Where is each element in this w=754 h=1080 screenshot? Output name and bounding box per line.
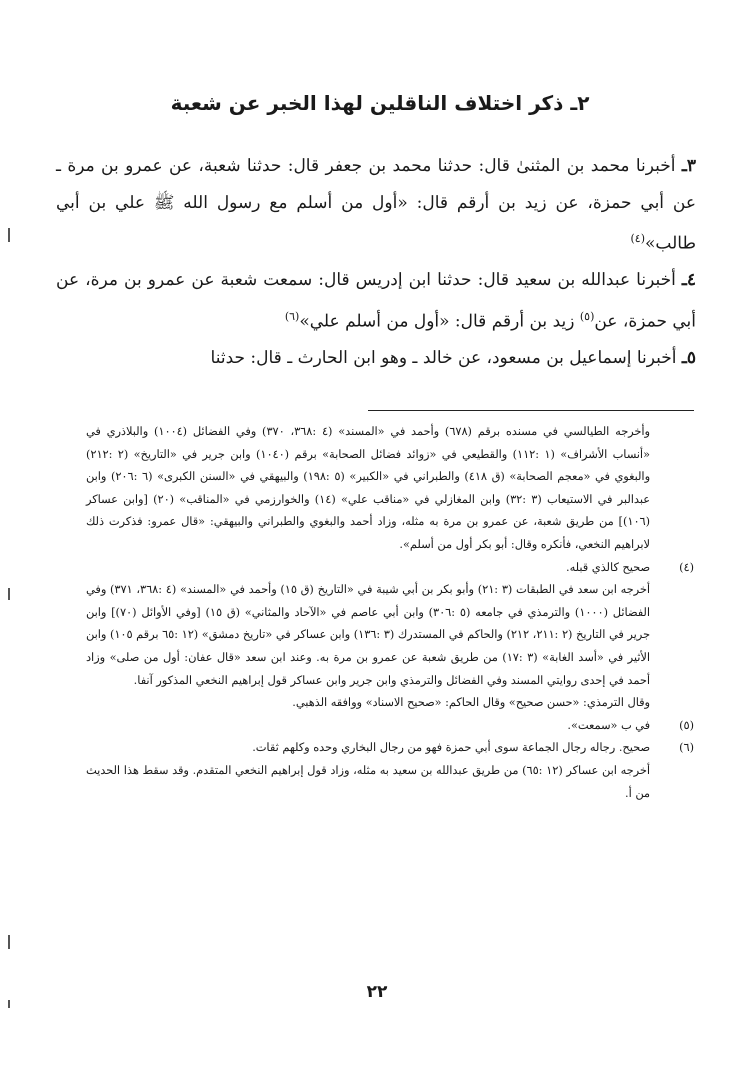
hadith-text: زيد بن أرقم قال: «أول من أسلم علي»	[299, 311, 580, 332]
footnote-4-head	[86, 557, 694, 580]
footnote-text: صحيح كالذي قبله.	[566, 560, 650, 574]
hadith-4	[56, 262, 696, 340]
footnote-6-body: أخرجه ابن عساكر (١٢ :٦٥) من طريق عبدالله بن سعيد به مثله، وزاد قول إبراهيم النخعي المتقدم. وقد سقط هذا الحديث من أ.	[86, 763, 651, 800]
footnote-5	[86, 715, 694, 738]
footnote-ref: (٤)	[630, 232, 646, 245]
footnote-6-head	[86, 737, 694, 760]
hadith-number: ٥ـ	[681, 347, 696, 368]
footnote-3-continuation: وأخرجه الطيالسي في مسنده برقم (٦٧٨) وأحمد في «المسند» (٤ :٣٦٨، ٣٧٠) وفي الفضائل (١٠٠٤) والبلاذري في «أنساب الأشراف» (١ :١١٢) والقطيعي في «زوائد فضائل الصحابة» برقم (١٠٤٠) وابن جرير في «التاريخ» (٢ :٢١٢) والبغوي في «معجم الصحابة» (ق ٤١٨) والطبراني في «الكبير» (٥ :١٩٨) والبيهقي في «السنن الكبرى» (٦ :٢٠٦) وابن عبدالبر في الاستيعاب (٣ :٣٢) وابن المغازلي في «مناقب علي» (١٤) والخوارزمي في «المناقب» (٢٠) [وابن عساكر (١٠٦)] من طريق شعبة، عن عمرو بن مرة به مثله، وزاد أحمد والبغوي والطبراني والبيهقي: «قال عمرو: فذكرت ذلك لابراهيم النخعي، فأنكره وقال: أبو بكر أول من أسلم».	[86, 425, 651, 551]
footnote-ref: (٥)	[579, 309, 595, 323]
hadith-text: أخبرنا عبدالله بن سعيد قال: حدثنا ابن إدريس قال: سمعت شعبة عن عمرو بن مرة، عن أبي حمزة، عن	[56, 270, 696, 332]
scan-margin-mark	[8, 588, 10, 600]
footnote-4-tail: وقال الترمذي: «حسن صحيح» وقال الحاكم: «صحيح الاسناد» ووافقه الذهبي.	[292, 696, 650, 710]
section-heading: ٢ـ ذكر اختلاف الناقلين لهذا الخبر عن شعبة	[170, 91, 590, 115]
footnotes	[86, 421, 694, 805]
hadith-text: أخبرنا إسماعيل بن مسعود، عن خالد ـ وهو ابن الحارث ـ قال: حدثنا	[210, 347, 682, 368]
main-text	[56, 148, 696, 376]
hadith-3	[56, 148, 696, 262]
footnote-text: في ب «سمعت».	[567, 718, 650, 732]
scan-margin-mark	[8, 935, 10, 949]
footnote-4-body: أخرجه ابن سعد في الطبقات (٣ :٢١) وأبو بكر بن أبي شيبة في «التاريخ (ق ١٥) وأحمد في «المسند» (٤ :٣٦٨، ٣٧١) وفي الفضائل (١٠٠٠) والترمذي في جامعه (٥ :٣٠٦) وابن أبي عاصم في «الآحاد والمثاني» (ق ١٥) [وفي الأوائل (٧٠)] وابن جرير في التاريخ (٢ :٢١١، ٢١٢) والحاكم في المستدرك (٣ :١٣٦) وابن عساكر في «تاريخ دمشق» (١٢ :٦٥ برقم ١٠٥) وابن الأثير في «أسد الغابة» (٣ :١٧) من طريق شعبة عن عمرو بن مرة به. وعند ابن سعد «قال عفان: أول من صلى» وزاد أحمد في إحدى روايتي المسند وفي الفضائل والترمذي وابن جرير وابن عساكر قول إبراهيم النخعي المذكور آنفا.	[86, 583, 651, 687]
hadith-number: ٤ـ	[681, 270, 696, 291]
scan-margin-mark	[8, 228, 10, 242]
footnote-ref: (٦)	[284, 309, 300, 323]
hadith-5	[56, 340, 696, 377]
footnote-number: (٤)	[679, 560, 694, 574]
page-number: ٢٢	[366, 982, 388, 1002]
scan-margin-mark	[8, 1000, 10, 1008]
hadith-text: أخبرنا محمد بن المثنىٰ قال: حدثنا محمد بن جعفر قال: حدثنا شعبة، عن عمرو بن مرة ـ عن أبي حمزة، عن زيد بن أرقم قال: «أول من أسلم مع رسول الله ﷺ علي بن أبي طالب»	[56, 156, 696, 254]
footnote-separator	[368, 410, 694, 411]
footnote-text: صحيح. رجاله رجال الجماعة سوى أبي حمزة فهو من رجال البخاري وحده وكلهم ثقات.	[252, 741, 650, 755]
footnote-number: (٦)	[679, 741, 694, 755]
hadith-number: ٣ـ	[681, 156, 696, 176]
footnote-number: (٥)	[679, 718, 694, 732]
